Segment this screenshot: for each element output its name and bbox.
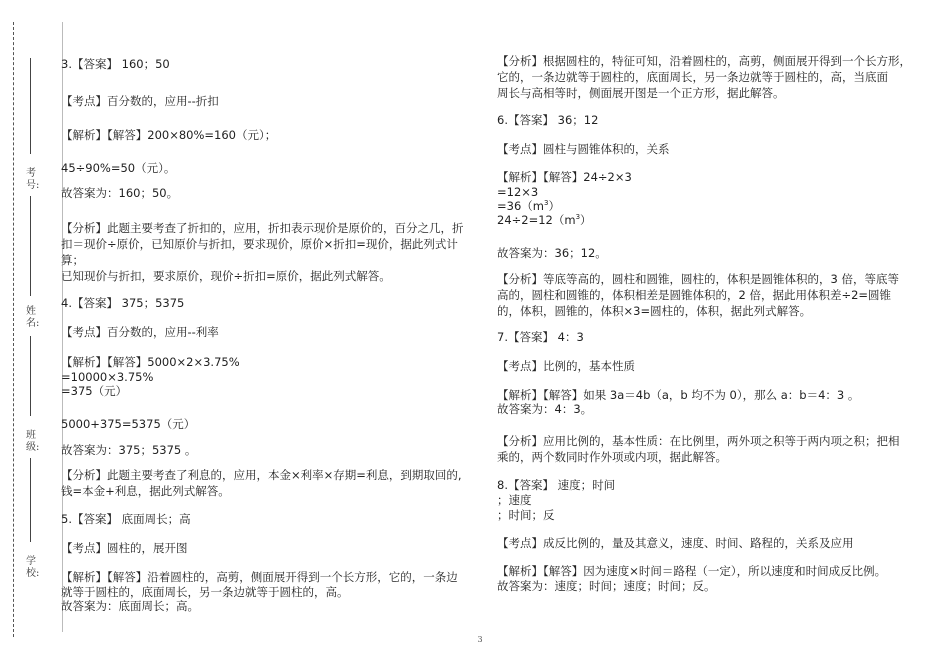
q3-analysis-note-3: 算； xyxy=(61,253,84,267)
q6-analysis-note-2: 高的，圆柱和圆锥的，体积相差是圆锥体积的，2 倍，据此用体积差÷2=圆锥 xyxy=(497,288,892,302)
q6-analysis-note-3: 的，体积，圆锥的，体积×3=圆柱的，体积，据此列式解答。 xyxy=(497,304,812,318)
q6-step-2: $=36(m^3)$ xyxy=(497,199,560,213)
q4-answer: 4.【答案】 375；5375 xyxy=(61,296,185,310)
q8-answer-2: ；速度 xyxy=(497,493,532,507)
q8-final: 故答案为：速度；时间；速度；时间；反。 xyxy=(497,579,716,593)
q7-analysis: 【解析】【解答】如果 3a＝4b（a，b 均不为 0），那么 a：b＝4：3 。 xyxy=(497,388,860,402)
q4-step-1: =10000×3.75% xyxy=(61,370,154,384)
q8-answer: 8.【答案】 速度；时间 xyxy=(497,478,616,492)
q8-answer-3: ；时间；反 xyxy=(497,508,555,522)
q5-analysis-note-2: 它的，一条边就等于圆柱的，底面周长，另一条边就等于圆柱的，高，当底面 xyxy=(497,70,888,84)
class-fill-line xyxy=(30,336,31,416)
q4-analysis: 【解析】【解答】5000×2×3.75% xyxy=(61,355,240,369)
q7-analysis-note-1: 【分析】应用比例的，基本性质：在比例里，两外项之积等于两内项之积；把相 xyxy=(497,434,900,448)
q6-point: 【考点】圆柱与圆锥体积的，关系 xyxy=(497,142,670,156)
q4-final: 故答案为：375；5375 。 xyxy=(61,443,197,457)
q6-step-3: $24\div 2=12(m^3)$ xyxy=(497,213,592,227)
q6-final: 故答案为：36；12。 xyxy=(497,246,607,260)
q7-answer: 7.【答案】 4：3 xyxy=(497,330,584,344)
school-fill-line xyxy=(30,458,31,542)
q5-answer: 5.【答案】 底面周长；高 xyxy=(61,512,191,526)
q3-analysis-note-4: 已知现价与折扣，要求原价，现价÷折扣=原价，据此列式解答。 xyxy=(61,269,391,283)
q4-analysis-note-1: 【分析】此题主要考查了利息的，应用，本金×利率×存期=利息，到期取回的, xyxy=(61,468,462,482)
q5-final: 故答案为：底面周长；高。 xyxy=(61,599,199,613)
q7-analysis-note-2: 乘的，两个数同时作外项或内项，据此解答。 xyxy=(497,450,727,464)
q3-analysis-note-1: 【分析】此题主要考查了折扣的，应用，折扣表示现价是原价的，百分之几，折 xyxy=(61,221,464,235)
q4-point: 【考点】百分数的，应用--利率 xyxy=(61,325,219,339)
q3-analysis-note-2: 扣＝现价÷原价，已知原价与折扣，要求现价，原价×折扣=现价，据此列式计 xyxy=(61,237,458,251)
q5-point: 【考点】圆柱的，展开图 xyxy=(61,541,188,555)
q4-analysis-note-2: 钱=本金+利息，据此列式解答。 xyxy=(61,484,230,498)
page-number: 3 xyxy=(477,635,483,644)
q5-analysis-note-3: 周长与高相等时，侧面展开图是一个正方形，据此解答。 xyxy=(497,86,785,100)
school-label: 学校: xyxy=(26,556,40,579)
q6-step-1: =12×3 xyxy=(497,185,539,199)
q3-analysis: 【解析】【解答】200×80%=160（元）； xyxy=(61,128,277,142)
name-fill-line xyxy=(30,196,31,296)
q6-analysis: 【解析】【解答】24÷2×3 xyxy=(497,170,632,184)
q3-step: 45÷90%=50（元）。 xyxy=(61,161,176,175)
q5-analysis-2: 就等于圆柱的，底面周长，另一条边就等于圆柱的，高。 xyxy=(61,585,349,599)
q3-final: 故答案为：160；50。 xyxy=(61,186,179,200)
name-label: 姓名: xyxy=(26,306,40,329)
q8-point: 【考点】成反比例的，量及其意义，速度、时间、路程的，关系及应用 xyxy=(497,536,854,550)
q4-step-2: =375（元） xyxy=(61,384,128,398)
binding-dashed-line xyxy=(13,22,14,637)
q5-analysis-1: 【解析】【解答】沿着圆柱的，高剪，侧面展开得到一个长方形，它的，一条边 xyxy=(61,570,458,584)
q6-answer: 6.【答案】 36；12 xyxy=(497,113,599,127)
q3-point: 【考点】百分数的，应用--折扣 xyxy=(61,94,219,108)
exam-no-fill-line xyxy=(30,58,31,154)
q7-final: 故答案为：4：3。 xyxy=(497,402,593,416)
q5-analysis-note-1: 【分析】根据圆柱的，特征可知，沿着圆柱的，高剪，侧面展开得到一个长方形， xyxy=(497,54,911,68)
q4-step-3: 5000+375=5375（元） xyxy=(61,417,196,431)
q7-point: 【考点】比例的，基本性质 xyxy=(497,359,635,373)
q6-analysis-note-1: 【分析】等底等高的，圆柱和圆锥，圆柱的，体积是圆锥体积的，3 倍，等底等 xyxy=(497,272,899,286)
q3-answer: 3.【答案】 160；50 xyxy=(61,57,170,71)
class-label: 班级: xyxy=(26,430,40,453)
exam-no-label: 考号: xyxy=(26,168,40,191)
q8-analysis: 【解析】【解答】因为速度×时间＝路程（一定），所以速度和时间成反比例。 xyxy=(497,564,887,578)
